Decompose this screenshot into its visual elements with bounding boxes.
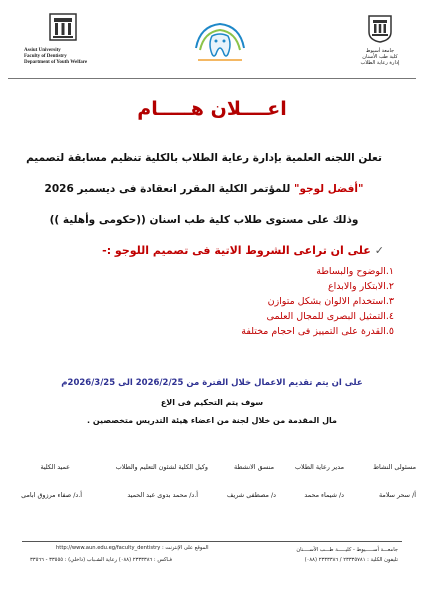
footer-website-label: الموقع على الإنترنت :	[161, 545, 209, 551]
footer-fax-line: فـاكس : ٢٣٣٣٣٨٦ (٠٨٨) رعاية الشـباب (داخلي) : ٣٣٥٥٥ - ٣٣٥٦٦	[30, 557, 172, 563]
evaluation-line-1: سوف يتم التحكيم فى الاع	[160, 398, 264, 407]
condition-item: ٢.الابتكار والابداع	[327, 281, 394, 292]
signature-name: أ/ سحر سلامة	[378, 491, 416, 499]
dentistry-faculty-logo	[46, 10, 80, 44]
university-logo	[365, 10, 395, 44]
conditions-heading-text: على ان تراعى الشروط الاتية فى تصميم اللوجو :-	[102, 244, 371, 257]
signature-name: د/ شيماء محمد	[304, 491, 344, 499]
body-line-2	[14, 183, 394, 195]
evaluation-line-2: مال المقدمة من خلال لجنة من اعضاء هيئة التدريس متخصصين .	[87, 416, 337, 425]
header-left-line: Department of Youth Welfare	[24, 60, 88, 65]
signature-title: مسئولى النشاط	[373, 463, 416, 471]
body-line-1: تعلن اللجنه العلمية بإدارة رعاية الطلاب بالكلية تنظيم مسابقة لتصميم	[26, 152, 382, 164]
header-right-line: جامعة أسيوط	[365, 48, 395, 54]
signature-title: منسق الانشطة	[234, 463, 274, 471]
header-divider	[8, 78, 416, 79]
signature-names-row	[6, 491, 418, 505]
condition-item: ٥.القدرة على التمييز فى احجام مختلفة	[241, 326, 394, 337]
condition-item: ٤.التمثيل البصرى للمجال العلمى	[266, 311, 394, 322]
best-logo-highlight: "أفضل لوجو"	[293, 183, 364, 195]
body-line-3: وذلك على مستوى طلاب كلية طب اسنان ((حكومى وأهلية ))	[49, 214, 359, 226]
footer-divider	[22, 541, 402, 542]
header-center-logo	[190, 18, 250, 72]
header-right-line: كلية طب الأسنان	[362, 54, 398, 60]
footer-phone-line: تليفون الكلية : ٢٣٣٣٥٧٨١ / ٢٣٣٣٣٨٦ (٠٨٨)	[304, 557, 398, 563]
conditions-heading	[54, 244, 384, 257]
header-left-block	[24, 10, 114, 66]
header-right-block	[350, 10, 410, 66]
conditions-list	[114, 264, 394, 339]
announcement-title: اعــــلان هـــــام	[137, 98, 287, 120]
signature-name: أ.د/ محمد بدوى عبد الحميد	[127, 491, 198, 499]
submission-deadline: على ان يتم تقديم الاعمال خلال الفترة من 2026/2/25 الى 2026/3/25م	[61, 378, 363, 388]
footer-university-line: جامعـــة أســـــيوط - كليـــــة طـــب الأســــنان	[296, 547, 398, 553]
header-right-line: إدارة رعاية الطلاب	[360, 60, 400, 66]
header-left-line: Faculty of Dentistry	[24, 54, 67, 59]
condition-item: ٣.استخدام الالوان بشكل متوازن	[267, 296, 394, 307]
signature-title: مدير رعاية الطلاب	[295, 463, 344, 471]
signature-title: عميد الكلية	[40, 463, 70, 471]
header-left-line: Assiut University	[24, 48, 61, 53]
tooth-logo-icon	[190, 18, 250, 68]
footer-website-url[interactable]: http://www.aun.edu.eg/faculty_dentistry	[56, 545, 161, 551]
signature-name: د/ مصطفى شريف	[226, 491, 276, 499]
signature-name: أ.د/ صفاء مرزوق ابامى	[21, 491, 82, 499]
signature-title: وكيل الكلية لشئون التعليم والطلاب	[115, 463, 208, 471]
check-mark-icon: ✓	[374, 244, 384, 257]
condition-item: ١.الوضوح والبساطة	[316, 266, 394, 277]
signature-titles-row	[6, 463, 418, 477]
footer-website	[56, 545, 209, 551]
body-line-2-rest: للمؤتمر الكلية المقرر انعقادة فى ديسمبر 2026	[44, 183, 294, 195]
